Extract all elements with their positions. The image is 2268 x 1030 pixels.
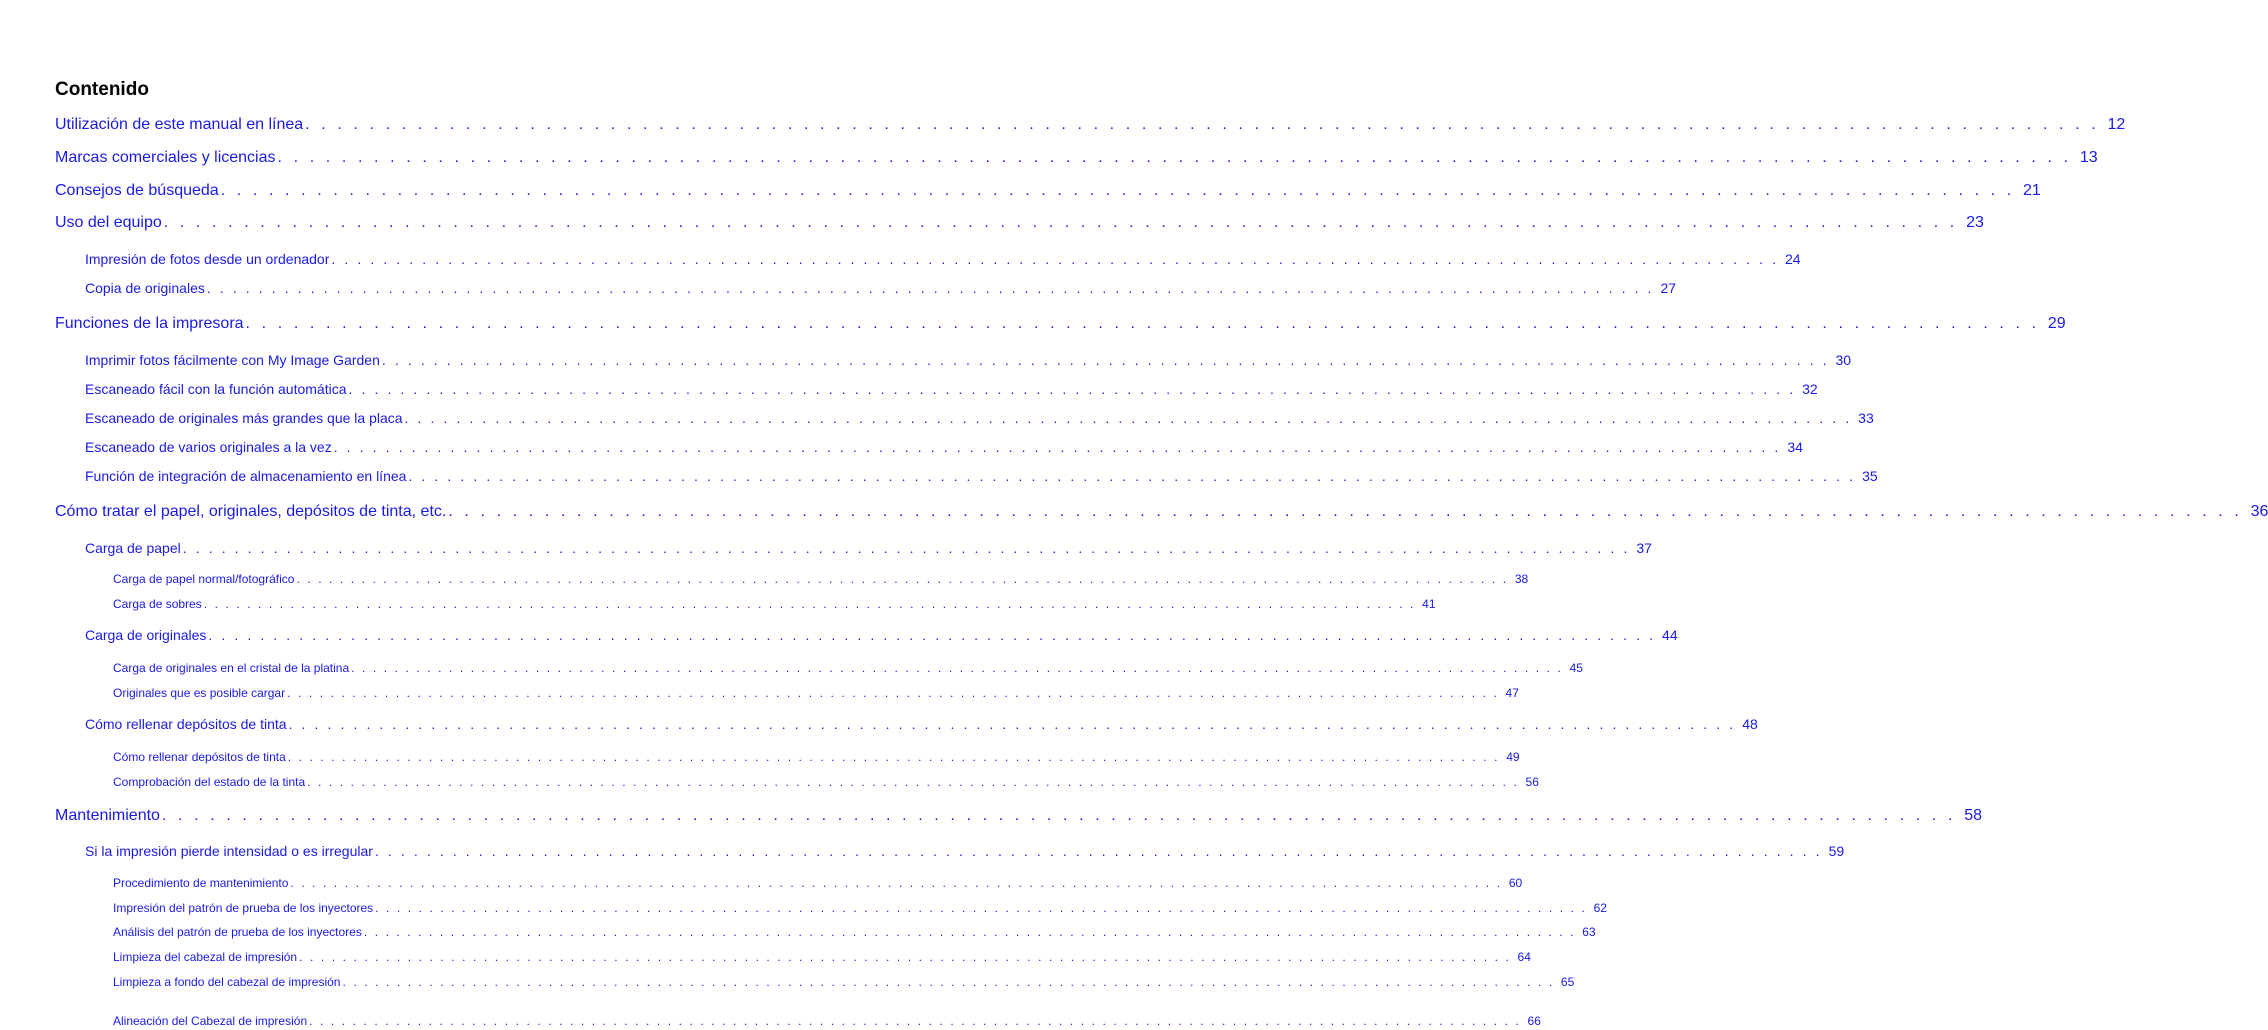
toc-entry[interactable] bbox=[113, 925, 1596, 941]
toc-entry-page: 21 bbox=[2023, 182, 2041, 199]
toc-entry[interactable] bbox=[85, 627, 1678, 645]
toc-entry[interactable] bbox=[55, 807, 1983, 827]
toc-entry[interactable] bbox=[113, 876, 1523, 892]
dot-leader: . . . . . . . . . . . . . . . . . . . . . . . . . . . . . . . . . . . . . . . . . . . . . . . . . . . . . . . . . . . . . . . . . . . . . . . . . . . . . . . . . . . . . . . . . . . . . . . . . . . . . . . . . . . . . . . . bbox=[374, 843, 1823, 859]
dot-leader: . . . . . . . . . . . . . . . . . . . . . . . . . . . . . . . . . . . . . . . . . . . . . . . . . . . . . . . . . . . . . . . . . . . . . . . . . . . . . . . . . . . . . . . . . . . . . . . . . . . . . . . . . . . . . . . . bbox=[296, 572, 1509, 586]
toc-entry-label: Uso del equipo bbox=[55, 214, 162, 231]
toc-entry[interactable] bbox=[55, 315, 2066, 335]
dot-leader: . . . . . . . . . . . . . . . . . . . . . . . . . . . . . . . . . . . . . . . . . . . . . . . . . . . . . . . . . . . . . . . . . . . . . . . . . . . . . . . . . . . . . . . . . . . . . . . . . . . . . . . . . . . . . . . . bbox=[299, 950, 1511, 964]
toc-entry-page: 32 bbox=[1802, 381, 1818, 397]
toc-entry-label: Alineación del Cabezal de impresión bbox=[113, 1014, 308, 1028]
toc-entry[interactable] bbox=[85, 843, 1845, 861]
toc-entry[interactable] bbox=[113, 661, 1583, 677]
toc-entry-page: 37 bbox=[1636, 540, 1652, 556]
toc-entry-label: Escaneado de varios originales a la vez bbox=[85, 439, 332, 455]
toc-entry-page: 12 bbox=[2107, 116, 2126, 133]
toc-entry-label: Utilización de este manual en línea bbox=[55, 116, 304, 133]
toc-entry[interactable] bbox=[113, 901, 1607, 917]
toc-entry-page: 13 bbox=[2079, 149, 2098, 166]
toc-entry-page: 38 bbox=[1514, 572, 1529, 586]
toc-entry-label: Carga de originales en el cristal de la platina bbox=[113, 661, 350, 675]
toc-entry[interactable] bbox=[85, 540, 1652, 558]
toc-entry-label: Cómo rellenar depósitos de tinta bbox=[113, 750, 286, 764]
dot-leader: . . . . . . . . . . . . . . . . . . . . . . . . . . . . . . . . . . . . . . . . . . . . . . . . . . . . . . . . . . . . . . . . . . . . . . . . . . . . . . . . . . . . . . . . . . . . . . . . . . . . . . . . . . . . . . . . bbox=[408, 468, 1856, 484]
toc-entry[interactable] bbox=[85, 352, 1852, 370]
dot-leader: . . . . . . . . . . . . . . . . . . . . . . . . . . . . . . . . . . . . . . . . . . . . . . . . . . . . . . . . . . . . . . . . . . . . . . . . . . . . . . . . . . . . . . . . . . . . . . . . . . . . . . . . . . . . . . . . bbox=[448, 503, 2243, 520]
dot-leader: . . . . . . . . . . . . . . . . . . . . . . . . . . . . . . . . . . . . . . . . . . . . . . . . . . . . . . . . . . . . . . . . . . . . . . . . . . . . . . . . . . . . . . . . . . . . . . . . . . . . . . . . . . . . . . . . bbox=[290, 876, 1503, 890]
toc-entry-label: Cómo tratar el papel, originales, depósitos de tinta, etc. bbox=[55, 503, 447, 520]
toc-entry-label: Limpieza del cabezal de impresión bbox=[113, 950, 298, 964]
dot-leader: . . . . . . . . . . . . . . . . . . . . . . . . . . . . . . . . . . . . . . . . . . . . . . . . . . . . . . . . . . . . . . . . . . . . . . . . . . . . . . . . . . . . . . . . . . . . . . . . . . . . . . . . . . . . . . . . bbox=[307, 775, 1519, 789]
toc-entry[interactable] bbox=[85, 280, 1677, 298]
toc-entry[interactable] bbox=[113, 686, 1519, 702]
toc-entry-label: Cómo rellenar depósitos de tinta bbox=[85, 716, 287, 732]
dot-leader: . . . . . . . . . . . . . . . . . . . . . . . . . . . . . . . . . . . . . . . . . . . . . . . . . . . . . . . . . . . . . . . . . . . . . . . . . . . . . . . . . . . . . . . . . . . . . . . . . . . . . . . . . . . . . . . . bbox=[331, 251, 1779, 267]
toc-entry-label: Funciones de la impresora bbox=[55, 315, 244, 332]
toc-entry-page: 30 bbox=[1835, 352, 1852, 368]
dot-leader: . . . . . . . . . . . . . . . . . . . . . . . . . . . . . . . . . . . . . . . . . . . . . . . . . . . . . . . . . . . . . . . . . . . . . . . . . . . . . . . . . . . . . . . . . . . . . . . . . . . . . . . . . . . . . . . . bbox=[206, 280, 1655, 296]
toc-entry-label: Carga de originales bbox=[85, 627, 207, 643]
dot-leader: . . . . . . . . . . . . . . . . . . . . . . . . . . . . . . . . . . . . . . . . . . . . . . . . . . . . . . . . . . . . . . . . . . . . . . . . . . . . . . . . . . . . . . . . . . . . . . . . . . . . . . . . . . . . . . . . bbox=[375, 901, 1587, 915]
toc-entry-page: 33 bbox=[1858, 410, 1874, 426]
toc-entry[interactable] bbox=[113, 597, 1436, 613]
toc-entry-page: 44 bbox=[1662, 627, 1678, 643]
dot-leader: . . . . . . . . . . . . . . . . . . . . . . . . . . . . . . . . . . . . . . . . . . . . . . . . . . . . . . . . . . . . . . . . . . . . . . . . . . . . . . . . . . . . . . . . . . . . . . . . . . . . . . . . . . . . . . . . bbox=[342, 975, 1555, 989]
toc-entry[interactable] bbox=[113, 775, 1539, 791]
dot-leader: . . . . . . . . . . . . . . . . . . . . . . . . . . . . . . . . . . . . . . . . . . . . . . . . . . . . . . . . . . . . . . . . . . . . . . . . . . . . . . . . . . . . . . . . . . . . . . . . . . . . . . . . . . . . . . . . bbox=[288, 716, 1736, 732]
toc-entry-page: 35 bbox=[1862, 468, 1878, 484]
toc-entry-label: Marcas comerciales y licencias bbox=[55, 149, 276, 166]
dot-leader: . . . . . . . . . . . . . . . . . . . . . . . . . . . . . . . . . . . . . . . . . . . . . . . . . . . . . . . . . . . . . . . . . . . . . . . . . . . . . . . . . . . . . . . . . . . . . . . . . . . . . . . . . . . . . . . . bbox=[245, 315, 2040, 332]
toc-entry-page: 24 bbox=[1785, 251, 1801, 267]
toc-entry-label: Carga de sobres bbox=[113, 597, 202, 611]
toc-entry[interactable] bbox=[55, 149, 2098, 169]
toc-entry-page: 64 bbox=[1517, 950, 1531, 964]
dot-leader: . . . . . . . . . . . . . . . . . . . . . . . . . . . . . . . . . . . . . . . . . . . . . . . . . . . . . . . . . . . . . . . . . . . . . . . . . . . . . . . . . . . . . . . . . . . . . . . . . . . . . . . . . . . . . . . . bbox=[277, 149, 2072, 166]
toc-entry[interactable] bbox=[55, 214, 1984, 234]
toc-title: Contenido bbox=[55, 79, 149, 100]
toc-entry-page: 66 bbox=[1527, 1014, 1541, 1028]
toc-entry[interactable] bbox=[55, 182, 2041, 202]
dot-leader: . . . . . . . . . . . . . . . . . . . . . . . . . . . . . . . . . . . . . . . . . . . . . . . . . . . . . . . . . . . . . . . . . . . . . . . . . . . . . . . . . . . . . . . . . . . . . . . . . . . . . . . . . . . . . . . . bbox=[182, 540, 1630, 556]
toc-entry[interactable] bbox=[85, 410, 1874, 428]
toc-entry-label: Comprobación del estado de la tinta bbox=[113, 775, 306, 789]
toc-entry-label: Escaneado fácil con la función automática bbox=[85, 381, 347, 397]
toc-entry-page: 65 bbox=[1560, 975, 1575, 989]
toc-entry-page: 56 bbox=[1525, 775, 1539, 789]
toc-entry[interactable] bbox=[113, 1014, 1541, 1030]
dot-leader: . . . . . . . . . . . . . . . . . . . . . . . . . . . . . . . . . . . . . . . . . . . . . . . . . . . . . . . . . . . . . . . . . . . . . . . . . . . . . . . . . . . . . . . . . . . . . . . . . . . . . . . . . . . . . . . . bbox=[220, 182, 2015, 199]
dot-leader: . . . . . . . . . . . . . . . . . . . . . . . . . . . . . . . . . . . . . . . . . . . . . . . . . . . . . . . . . . . . . . . . . . . . . . . . . . . . . . . . . . . . . . . . . . . . . . . . . . . . . . . . . . . . . . . . bbox=[163, 214, 1958, 231]
toc-entry-label: Impresión del patrón de prueba de los inyectores bbox=[113, 901, 374, 915]
dot-leader: . . . . . . . . . . . . . . . . . . . . . . . . . . . . . . . . . . . . . . . . . . . . . . . . . . . . . . . . . . . . . . . . . . . . . . . . . . . . . . . . . . . . . . . . . . . . . . . . . . . . . . . . . . . . . . . . bbox=[381, 352, 1830, 368]
toc-entry-label: Originales que es posible cargar bbox=[113, 686, 286, 700]
toc-entry-label: Imprimir fotos fácilmente con My Image Garden bbox=[85, 352, 380, 368]
toc-entry-page: 34 bbox=[1787, 439, 1803, 455]
toc-entry-label: Impresión de fotos desde un ordenador bbox=[85, 251, 330, 267]
toc-entry-page: 58 bbox=[1964, 807, 1983, 824]
dot-leader: . . . . . . . . . . . . . . . . . . . . . . . . . . . . . . . . . . . . . . . . . . . . . . . . . . . . . . . . . . . . . . . . . . . . . . . . . . . . . . . . . . . . . . . . . . . . . . . . . . . . . . . . . . . . . . . . bbox=[333, 439, 1781, 455]
dot-leader: . . . . . . . . . . . . . . . . . . . . . . . . . . . . . . . . . . . . . . . . . . . . . . . . . . . . . . . . . . . . . . . . . . . . . . . . . . . . . . . . . . . . . . . . . . . . . . . . . . . . . . . . . . . . . . . . bbox=[404, 410, 1852, 426]
toc-entry-page: 62 bbox=[1593, 901, 1607, 915]
toc-entry-label: Análisis del patrón de prueba de los inyectores bbox=[113, 925, 362, 939]
toc-entry-page: 36 bbox=[2250, 503, 2268, 520]
toc-entry-page: 49 bbox=[1506, 750, 1520, 764]
dot-leader: . . . . . . . . . . . . . . . . . . . . . . . . . . . . . . . . . . . . . . . . . . . . . . . . . . . . . . . . . . . . . . . . . . . . . . . . . . . . . . . . . . . . . . . . . . . . . . . . . . . . . . . . . . . . . . . . bbox=[351, 661, 1563, 675]
dot-leader: . . . . . . . . . . . . . . . . . . . . . . . . . . . . . . . . . . . . . . . . . . . . . . . . . . . . . . . . . . . . . . . . . . . . . . . . . . . . . . . . . . . . . . . . . . . . . . . . . . . . . . . . . . . . . . . . bbox=[348, 381, 1796, 397]
toc-entry[interactable] bbox=[85, 251, 1801, 269]
toc-entry-page: 48 bbox=[1742, 716, 1758, 732]
toc-entry[interactable] bbox=[113, 750, 1520, 766]
toc-entry[interactable] bbox=[85, 468, 1878, 486]
dot-leader: . . . . . . . . . . . . . . . . . . . . . . . . . . . . . . . . . . . . . . . . . . . . . . . . . . . . . . . . . . . . . . . . . . . . . . . . . . . . . . . . . . . . . . . . . . . . . . . . . . . . . . . . . . . . . . . . bbox=[161, 807, 1957, 824]
toc-entry-page: 41 bbox=[1422, 597, 1436, 611]
toc-entry-label: Copia de originales bbox=[85, 280, 205, 296]
toc-entry-label: Carga de papel bbox=[85, 540, 181, 556]
toc-entry[interactable] bbox=[113, 975, 1575, 991]
toc-entry-page: 45 bbox=[1569, 661, 1583, 675]
toc-entry-label: Mantenimiento bbox=[55, 807, 160, 824]
dot-leader: . . . . . . . . . . . . . . . . . . . . . . . . . . . . . . . . . . . . . . . . . . . . . . . . . . . . . . . . . . . . . . . . . . . . . . . . . . . . . . . . . . . . . . . . . . . . . . . . . . . . . . . . . . . . . . . . bbox=[309, 1014, 1521, 1028]
toc-entry[interactable] bbox=[85, 716, 1758, 734]
toc-entry-label: Carga de papel normal/fotográfico bbox=[113, 572, 295, 586]
toc-entry[interactable] bbox=[113, 572, 1529, 588]
toc-entry-page: 29 bbox=[2047, 315, 2066, 332]
toc-entry[interactable] bbox=[55, 503, 2268, 523]
toc-entry-label: Limpieza a fondo del cabezal de impresión bbox=[113, 975, 341, 989]
toc-entry-label: Si la impresión pierde intensidad o es irregular bbox=[85, 843, 373, 859]
dot-leader: . . . . . . . . . . . . . . . . . . . . . . . . . . . . . . . . . . . . . . . . . . . . . . . . . . . . . . . . . . . . . . . . . . . . . . . . . . . . . . . . . . . . . . . . . . . . . . . . . . . . . . . . . . . . . . . . bbox=[287, 750, 1500, 764]
toc-entry[interactable] bbox=[55, 116, 2126, 136]
dot-leader: . . . . . . . . . . . . . . . . . . . . . . . . . . . . . . . . . . . . . . . . . . . . . . . . . . . . . . . . . . . . . . . . . . . . . . . . . . . . . . . . . . . . . . . . . . . . . . . . . . . . . . . . . . . . . . . . bbox=[363, 925, 1576, 939]
toc-entry-label: Escaneado de originales más grandes que la placa bbox=[85, 410, 403, 426]
toc-entry-page: 63 bbox=[1582, 925, 1596, 939]
toc-entry[interactable] bbox=[113, 950, 1531, 966]
toc-entry[interactable] bbox=[85, 381, 1818, 399]
toc-entry-page: 23 bbox=[1966, 214, 1984, 231]
dot-leader: . . . . . . . . . . . . . . . . . . . . . . . . . . . . . . . . . . . . . . . . . . . . . . . . . . . . . . . . . . . . . . . . . . . . . . . . . . . . . . . . . . . . . . . . . . . . . . . . . . . . . . . . . . . . . . . . bbox=[208, 627, 1656, 643]
toc-entry-page: 27 bbox=[1660, 280, 1677, 296]
toc-entry[interactable] bbox=[85, 439, 1803, 457]
dot-leader: . . . . . . . . . . . . . . . . . . . . . . . . . . . . . . . . . . . . . . . . . . . . . . . . . . . . . . . . . . . . . . . . . . . . . . . . . . . . . . . . . . . . . . . . . . . . . . . . . . . . . . . . . . . . . . . . bbox=[203, 597, 1416, 611]
dot-leader: . . . . . . . . . . . . . . . . . . . . . . . . . . . . . . . . . . . . . . . . . . . . . . . . . . . . . . . . . . . . . . . . . . . . . . . . . . . . . . . . . . . . . . . . . . . . . . . . . . . . . . . . . . . . . . . . bbox=[287, 686, 1499, 700]
toc-entry-label: Procedimiento de mantenimiento bbox=[113, 876, 289, 890]
toc-entry-page: 47 bbox=[1505, 686, 1519, 700]
dot-leader: . . . . . . . . . . . . . . . . . . . . . . . . . . . . . . . . . . . . . . . . . . . . . . . . . . . . . . . . . . . . . . . . . . . . . . . . . . . . . . . . . . . . . . . . . . . . . . . . . . . . . . . . . . . . . . . . bbox=[305, 116, 2100, 133]
toc-entry-label: Consejos de búsqueda bbox=[55, 182, 219, 199]
toc-entry-label: Función de integración de almacenamiento en línea bbox=[85, 468, 407, 484]
toc-entry-page: 60 bbox=[1508, 876, 1523, 890]
toc-entry-page: 59 bbox=[1828, 843, 1845, 859]
